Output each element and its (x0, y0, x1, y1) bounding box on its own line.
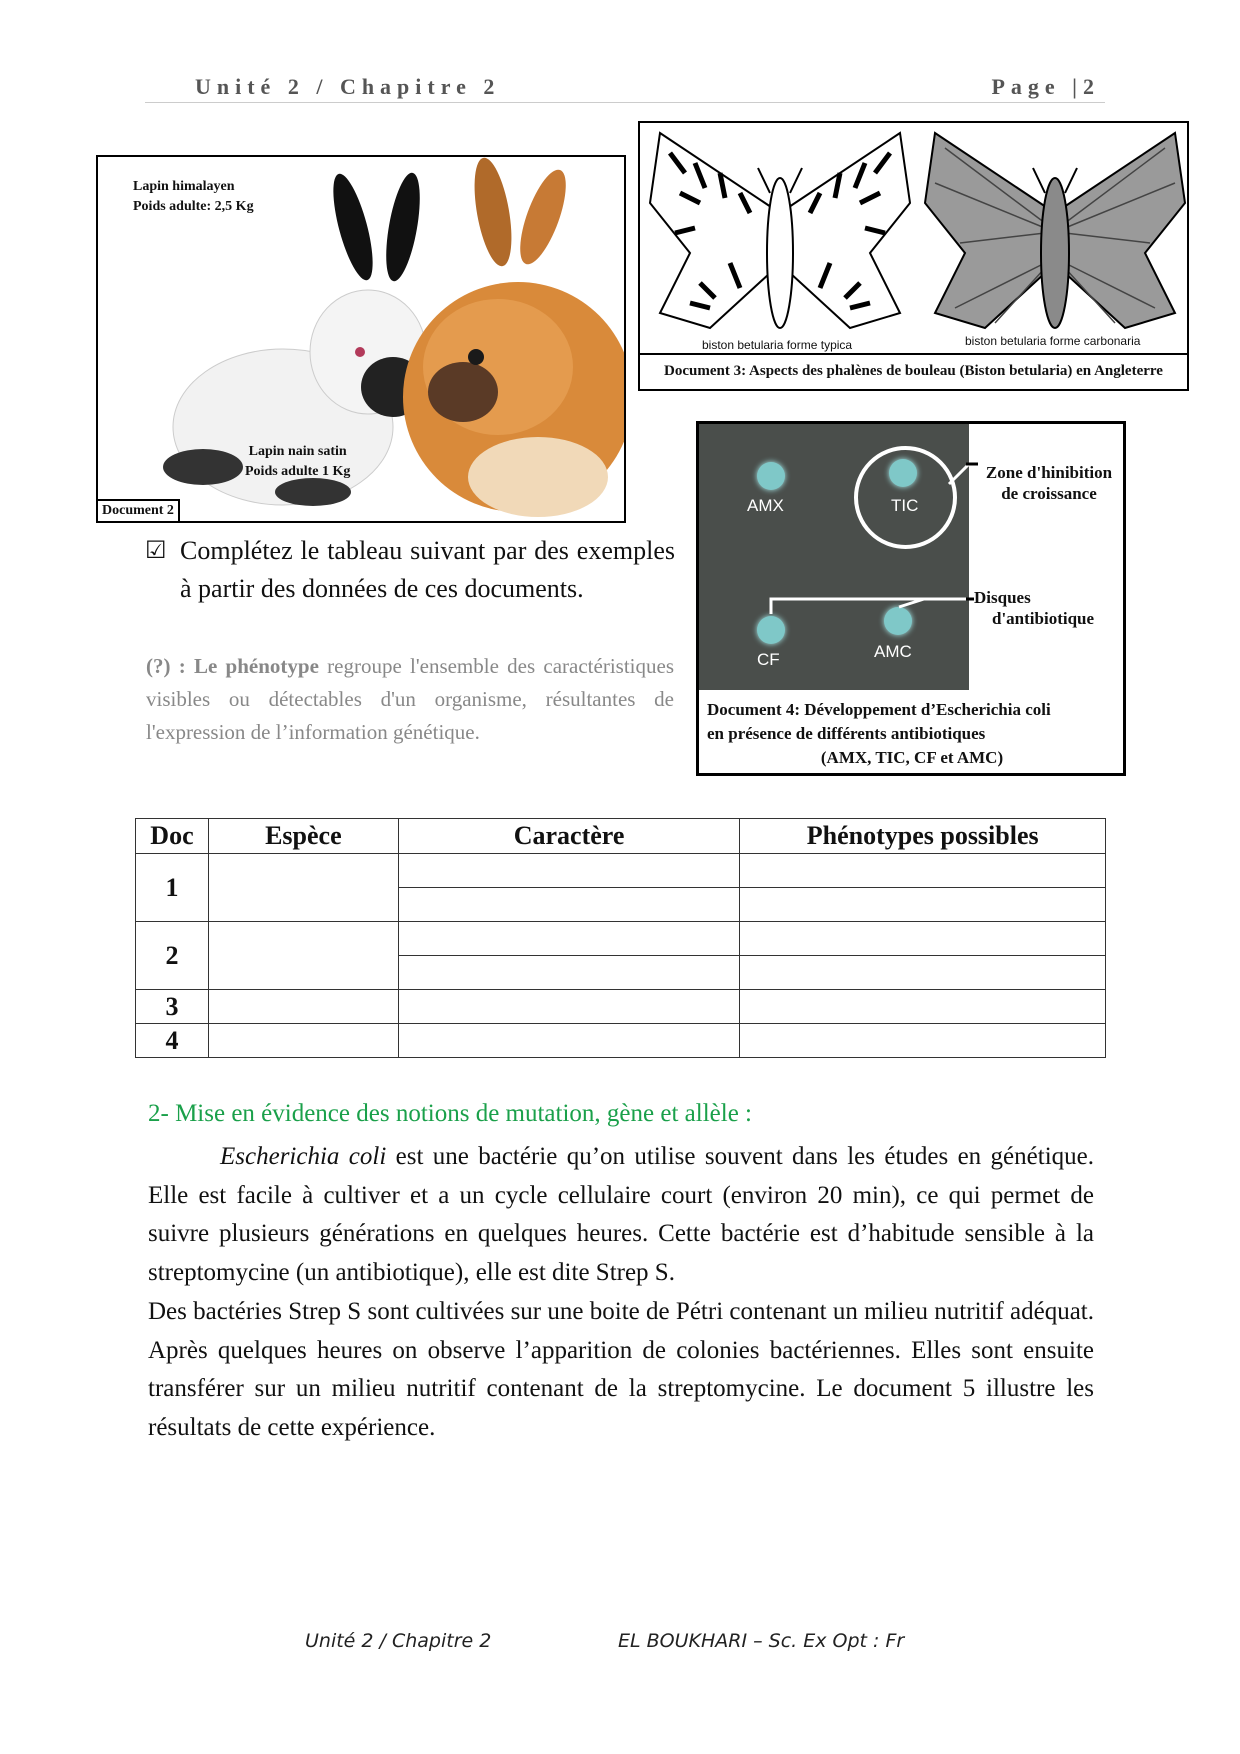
table-cell-caractere[interactable] (398, 888, 740, 922)
carbonaria-moth-image (925, 133, 1185, 328)
document-2-caption: Document 2 (98, 499, 180, 521)
footer-chapter: Unité 2 / Chapitre 2 (305, 1630, 492, 1652)
table-cell-espece[interactable] (208, 854, 398, 922)
row-doc-number: 2 (136, 922, 209, 990)
table-cell-phenotype[interactable] (740, 922, 1106, 956)
row-doc-number: 3 (136, 990, 209, 1024)
page-number: Page |2 (991, 74, 1100, 99)
header-divider (145, 102, 1105, 103)
paragraph-1: Escherichia coli est une bactérie qu’on utilise souvent dans les études en génétique. Elle est facile à cultiver et a un cycle cellulaire court (environ 20 min), ce qui permet de suivre plusieurs générations en quelques heures. Cette bactérie est d’habitude sensible à la streptomycine (un antibiotique), elle est dite Strep S. (148, 1143, 1094, 1287)
table-row (136, 1024, 1106, 1058)
table-cell-phenotype[interactable] (740, 888, 1106, 922)
table-cell-caractere[interactable] (398, 854, 740, 888)
table-row (136, 854, 1106, 888)
document-4-caption: Document 4: Développement d’Escherichia coli en présence de différents antibiotiques (AMX, TIC, CF et AMC) (707, 700, 1051, 767)
moth-carbonaria-label: biston betularia forme carbonaria (965, 334, 1141, 348)
paragraph-2: Des bactéries Strep S sont cultivées sur une boite de Pétri contenant un milieu nutritif adéquat. Après quelques heures on observe l’apparition de colonies bactériennes. Elles sont ensuite transférer sur un milieu nutritif contenant de la streptomycine. Le document 5 illustre les résultats de cette expérience. (148, 1297, 1094, 1441)
table-cell-espece[interactable] (208, 1024, 398, 1058)
satin-rabbit-image (403, 157, 624, 517)
row-doc-number: 4 (136, 1024, 209, 1058)
table-row (136, 990, 1106, 1024)
moths-illustration (640, 123, 1187, 355)
himalayan-label: Lapin himalayen Poids adulte: 2,5 Kg (133, 179, 254, 214)
disk-label-amc: AMC (874, 642, 912, 661)
table-cell-caractere[interactable] (398, 1024, 740, 1058)
table-cell-caractere[interactable] (398, 990, 740, 1024)
table-cell-phenotype[interactable] (740, 956, 1106, 990)
disk-label-cf: CF (757, 650, 780, 669)
table-row (136, 922, 1106, 956)
table-cell-caractere[interactable] (398, 922, 740, 956)
document-4-figure (696, 421, 1126, 776)
header-espece: Espèce (208, 819, 398, 854)
table-cell-espece[interactable] (208, 922, 398, 990)
phenotype-definition: (?) : Le phénotype regroupe l'ensemble des caractéristiques visibles ou détectables d'un organisme, résultantes de l'expression de l’information génétique. (146, 654, 674, 744)
checkbox-icon: ☑ (145, 538, 167, 564)
typica-moth-image (650, 133, 910, 328)
antibiotic-disks-label: Disques d'antibiotique (974, 588, 1095, 628)
footer-author: EL BOUKHARI – Sc. Ex Opt : Fr (618, 1630, 905, 1652)
section-2-body (148, 1138, 1094, 1448)
header-doc: Doc (136, 819, 209, 854)
phenotype-table (135, 818, 1106, 1058)
section-2-title: 2- Mise en évidence des notions de mutation, gène et allèle : (148, 1100, 752, 1127)
instruction-text: ☑ Complétez le tableau suivant par des exemples à partir des données de ces documents. (180, 532, 675, 608)
table-cell-phenotype[interactable] (740, 854, 1106, 888)
document-2-figure (96, 155, 626, 523)
petri-dish-photo (699, 424, 969, 690)
header-phenotypes: Phénotypes possibles (740, 819, 1106, 854)
table-cell-caractere[interactable] (398, 956, 740, 990)
document-3-figure (638, 121, 1189, 391)
table-cell-phenotype[interactable] (740, 990, 1106, 1024)
table-cell-espece[interactable] (208, 990, 398, 1024)
disk-label-amx: AMX (747, 496, 784, 515)
moth-typica-label: biston betularia forme typica (702, 338, 853, 352)
pointer-lines (699, 424, 969, 690)
header-title: Unité 2 / Chapitre 2 (195, 74, 501, 99)
document-3-caption: Document 3: Aspects des phalènes de bouleau (Biston betularia) en Angleterre (640, 353, 1187, 389)
row-doc-number: 1 (136, 854, 209, 922)
inhibition-zone-label: Zone d'hinibition de croissance (985, 463, 1113, 503)
disk-label-tic: TIC (891, 496, 919, 515)
table-cell-phenotype[interactable] (740, 1024, 1106, 1058)
table-header-row (136, 819, 1106, 854)
header-caractere: Caractère (398, 819, 740, 854)
satin-label: Lapin nain satin Poids adulte 1 Kg (245, 444, 351, 479)
